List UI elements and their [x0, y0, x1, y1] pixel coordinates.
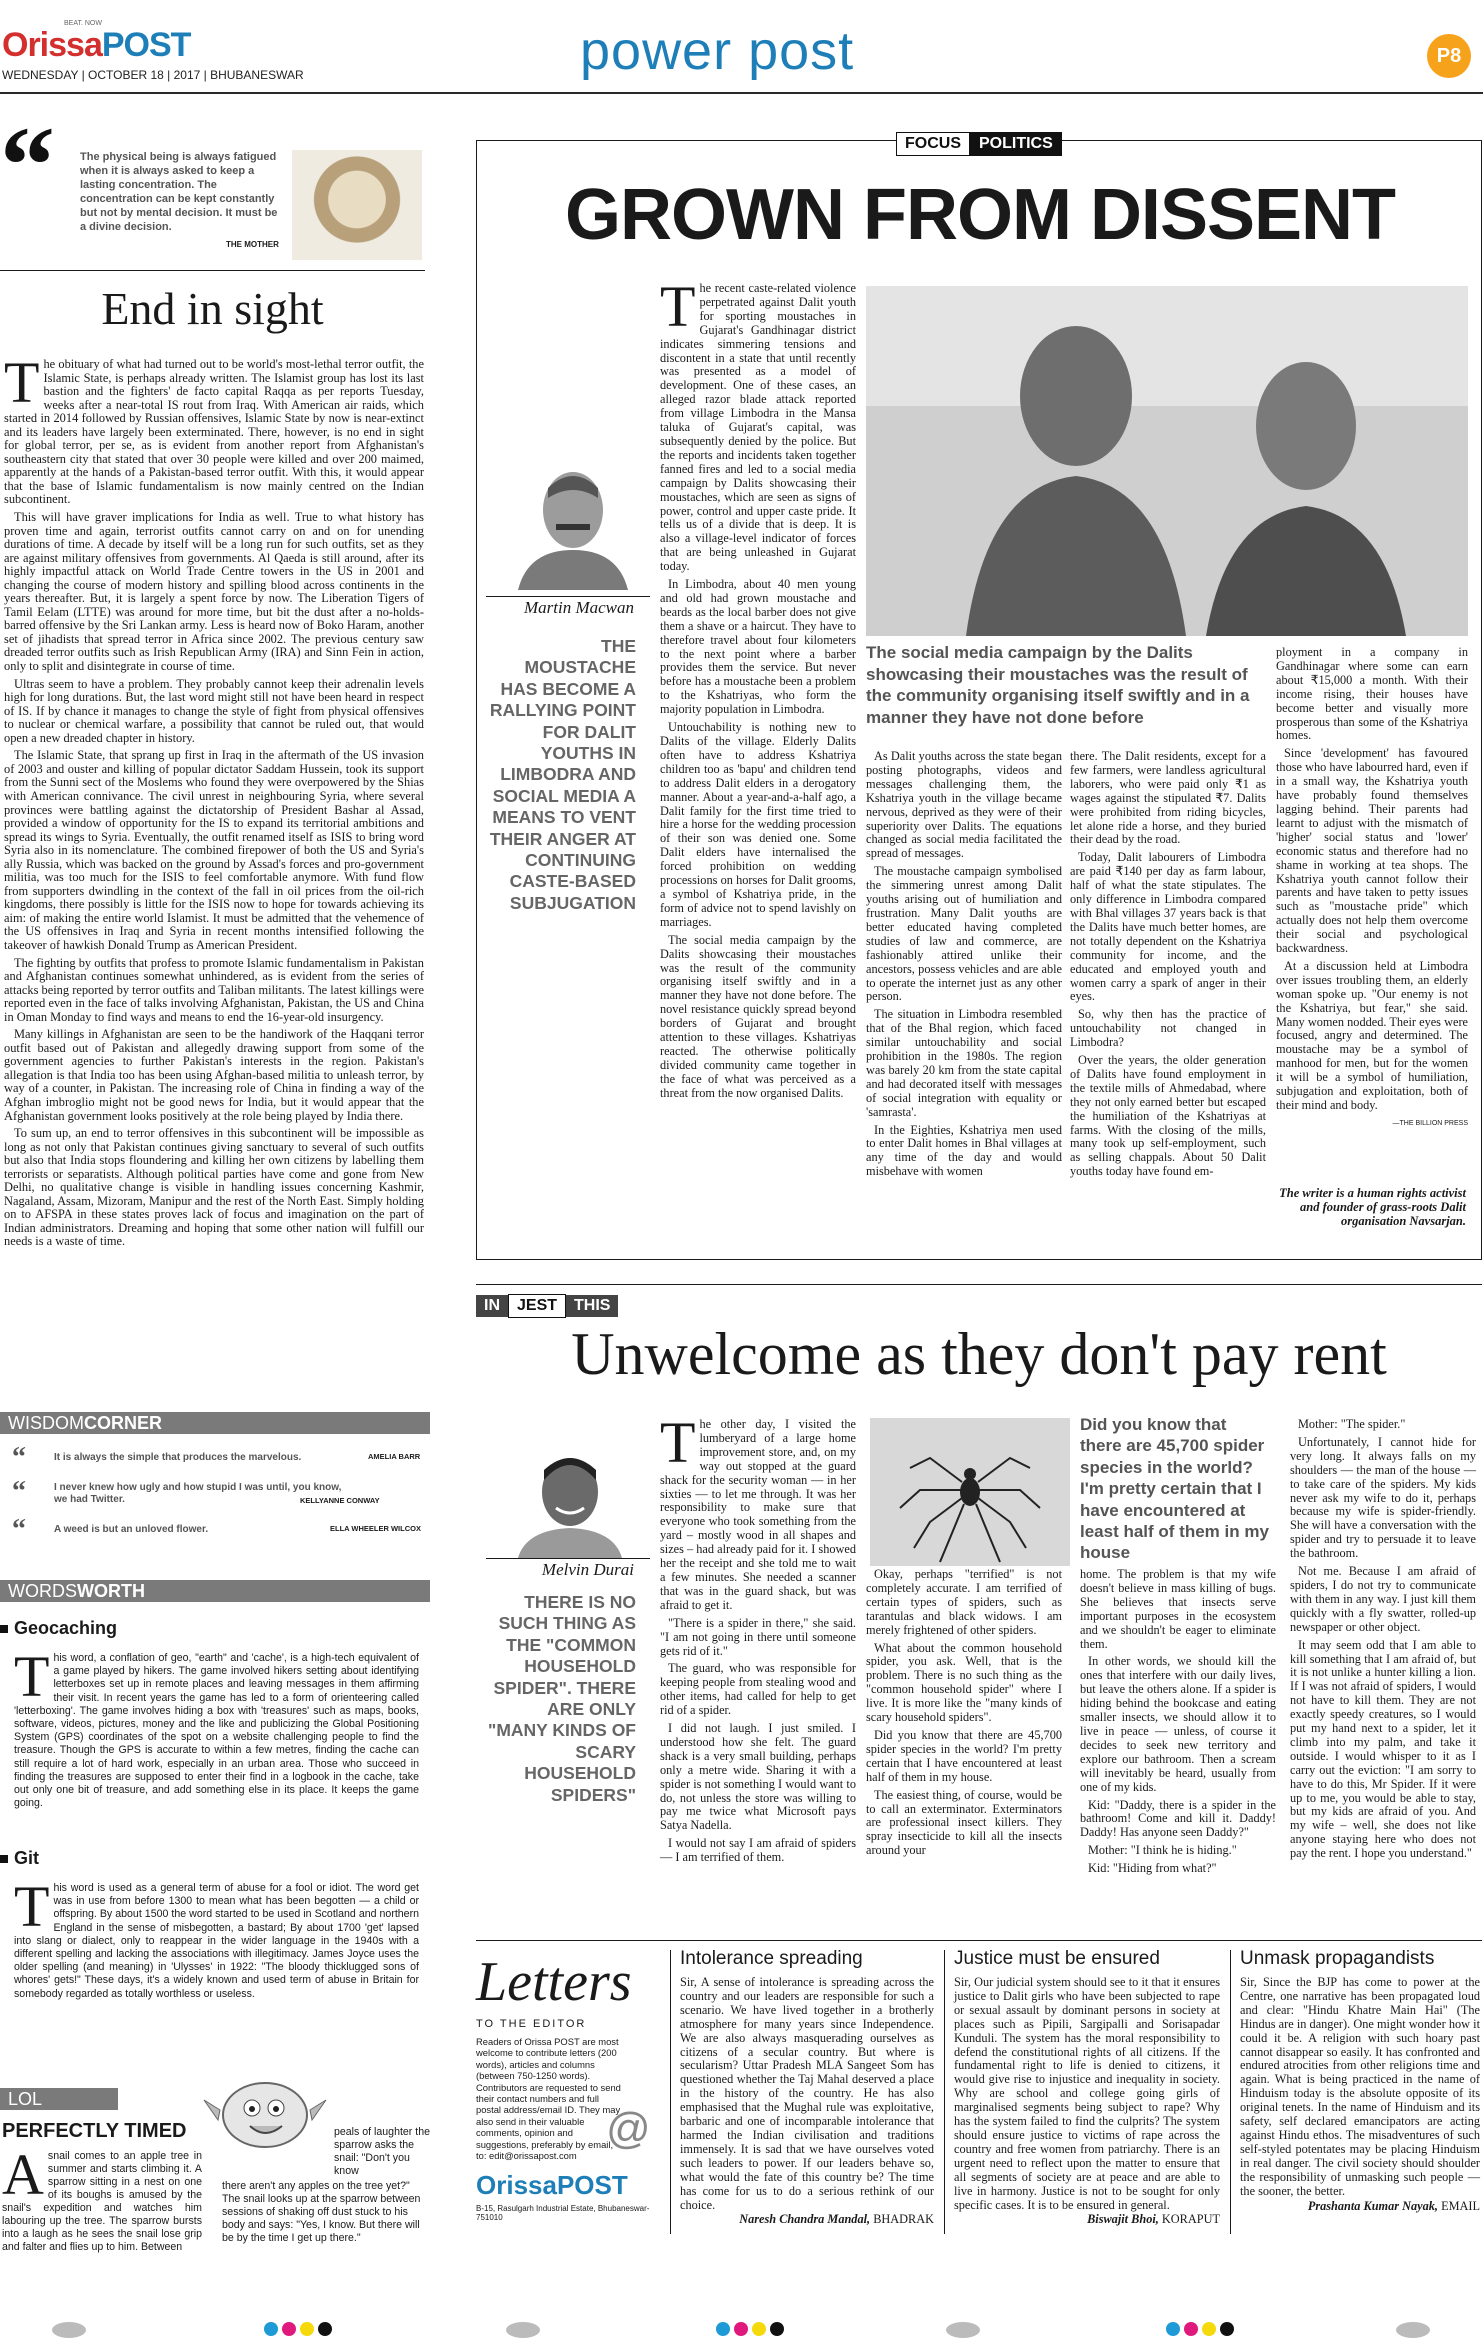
quote-mark-icon: “: [12, 1476, 26, 1507]
lol-right: there aren't any apples on the tree yet?" The snail looks up at the sparrow between sessions of shaking off dust stuck to his body and says: "Yes, I know. But there will be by the time I get up there.": [222, 2180, 421, 2244]
focus-pull-quote: THE MOUSTACHE HAS BECOME A RALLYING POINT FOR DALIT YOUTHS IN LIMBODRA AND SOCIAL MEDIA A MEANS TO VENT THEIR ANGER AT CONTINUING CASTE-BASED SUBJUGATION: [489, 636, 636, 913]
editorial-para: The obituary of what had turned out to be world's most-lethal terror outfit, the Islamic State, is perhaps already written. The Islamist group has lost its last bastion and the fighters' de facto capital Raqqa as per reports Tuesday, weeks after a near-total IS rout from Iraq. With American air raids, which started in 2014 followed by Russian offensives, Islamic State by now is near-extinct and its leaders have largely been exterminated. There, however, is no end in sight for global terror, per se, as is evident from another report from Afghanistan's southeastern city that stated that over 30 people were killed and over 200 maimed, apparently at the hands of a Pakistan-based terror outfit. With this, it would appear that the base of Islamic fundamentalism is now mainly centred on the Indian subcontinent.: [4, 350, 424, 507]
wisdom-head-b: CORNER: [84, 1413, 163, 1433]
letter: [680, 1948, 934, 2227]
jest-col-3: [1080, 1568, 1276, 1880]
jest-para: What about the common household spider, you ask. Well, that is the problem. There is no such thing as the "common household spider" where I live. It is more like the "many kinds of scary household spiders".: [866, 1640, 1062, 1725]
wordsworth-header: [0, 1580, 430, 1602]
jest-para: In other words, we should kill the ones that interfere with our daily lives, but leave the others alone. If a spider is hiding behind the bookcase and eating smaller insects, we should allow it to live in peace — unless, of course it decides to seek new territory and explore our bathroom. Then a scream will inevitably be heard, usually from one of my kids.: [1080, 1654, 1276, 1794]
focus-para: Over the years, the older generation of Dalits have found employment in the textile mills of Ahmedabad, where they not only earned better but escaped the humiliation of the Kshatriyas at farms. With the closing of the mills, many took up self-employment, such as selling chappals. About 50 Dalit youths today have found em-: [1070, 1053, 1266, 1179]
letter-body: Sir, Our judicial system should see to it that it ensures justice to Dalit girls who have been subjected to rape or sexual assault by dominant persons in society at places such as Pipili, Sargipalli and Sorisapadar Kunduli. The system has the moral responsibility to defend the constitutional rights of all citizens. If the fundamental right to life is denied to citizens, it would give rise to injustice and inequality in society. Why are school and college going girls of marginalised segments being subject to rape? Why has the system failed to find the culprits? The system should ensure justice to victims of rape across the country and free women from patriarchy. There is an urgent need to reflect upon the matter to ensure that all segments of society are at peace and are able to live in harmony. Justice is not to be sought for only specific cases. It is to be ensured in general.: [954, 1975, 1220, 2212]
wisdom-item: [0, 1476, 430, 1518]
jest-para: home. The problem is that my wife doesn't believe in mass killing of bugs. She believes that insects serve important purposes in the ecosystem and we shouldn't be eager to eliminate them.: [1080, 1567, 1276, 1651]
focus-col-3: [1070, 750, 1266, 1183]
snail-sparrow-icon: [200, 2070, 330, 2160]
quote-text: The physical being is always fatigued when it is always asked to keep a lasting concentration. The concentration can be kept constantly but not by mental decision. It must be a divine decision.: [80, 151, 278, 233]
wordsworth-head-b: WORTH: [77, 1581, 145, 1601]
print-marks: [0, 2316, 1483, 2344]
the-mother-portrait: [292, 150, 422, 260]
jest-tag-a: IN: [476, 1295, 508, 1317]
editorial-para: To sum up, an end to terror offensives in this subcontinent will be impossible as long as not only that Pakistan continues giving sanctuary to several of such outfits but also that India stops floundering and killing her own citizens by labelling them terrorists or separatists. Although political parties have come and gone from New Delhi, no qualitative change is visible in handling issues concerning Kashmir, Nagaland, Assam, Mizoram, Manipur and the rest of the North East. Simply holding on to AFSPA in these states proves lack of focus and imagination on the part of Indian administrators. Dreaming and hoping that some other nation will fulfill our needs is a waste of time.: [4, 1126, 424, 1249]
letters-title: Letters: [476, 1951, 632, 2013]
quote-author: THE MOTHER: [226, 240, 279, 249]
focus-tag-b: POLITICS: [970, 132, 1062, 156]
wisdom-text: I never knew how ugly and how stupid I was until, you know, we had Twitter.: [54, 1482, 342, 1505]
jest-tag-c: THIS: [566, 1295, 618, 1317]
jest-para: Unfortunately, I cannot hide for very long. It always falls on my shoulders — the man of the house — to take care of the spiders. My kids never ask my wife to do it, perhaps because my wife is spider-friendly. She will have a conversation with the spider and try to persuade it to leave the bathroom.: [1290, 1434, 1476, 1561]
jest-para: It may seem odd that I am able to kill something that I am afraid of, but it is not unlike a hunter killing a lion. If I was not afraid of spiders, I would not have to kill them. They are not exactly speedy creatures, so I would put my hand next to a spider, let it climb into my palm, and take it outside. I would whisper to it as I carry out the eviction: "I am sorry to have to do this, Mr Spider. If it were up to me, you would be able to stay, but my kids are afraid of you. And my wife – well, she does not like anyone staying here who does not pay the rent. I hope you understand.": [1290, 1637, 1476, 1861]
jest-para: Mother: "The spider.": [1298, 1417, 1406, 1431]
letter-place: BHADRAK: [873, 2212, 934, 2227]
letters-address: B-15, Rasulgarh Industrial Estate, Bhubaneswar-751010: [476, 2204, 650, 2222]
masthead-logo: [2, 26, 190, 65]
masthead: [0, 0, 1483, 90]
wordsworth-head-a: WORDS: [8, 1581, 77, 1601]
focus-para: Since 'development' has favoured those who have labourred hard, even if in a small way, the Kshatriya youth have probably found themselves lagging behind. Their parents had learnt to adjust with the mismatch of 'higher' social status and 'lower' economic status and therefore had no shame in working at tea shops. The Kshatriya youth cannot follow their parents and have taken to petty issues such as "moustache pride" which actually does not help them overcome their social and psychological backwardness.: [1276, 746, 1468, 956]
focus-tag: [896, 132, 1062, 156]
focus-para: The moustache campaign symbolised the simmering unrest among Dalit youths arising out of humiliation and frustration. Many Dalit youths are better educated having completed studies of law and commerce, are fashionably attired unlike their ancestors, possess vehicles and are able to operate the internet just as any other person.: [866, 864, 1062, 1004]
wisdom-header: [0, 1412, 430, 1434]
wisdom-text: It is always the simple that produces the marvelous.: [54, 1452, 302, 1463]
letter: [1240, 1948, 1480, 2214]
jest-highlight: Did you know that there are 45,700 spider species in the world? I'm pretty certain that I have encountered at least half of them in my house: [1080, 1415, 1269, 1563]
focus-para: The social media campaign by the Dalits showcasing their moustaches was the result of the community organising itself swiftly and in a manner they have not done before. The novel resistance quickly spread beyond borders of Gujarat and brought attention to these villages. Kshatriyas reacted. The otherwise politically divided community came together in the face of what was perceived as a threat from the now organised Dalits.: [660, 932, 856, 1100]
letter-sig: Naresh Chandra Mandal,: [739, 2212, 871, 2227]
jest-tag: [476, 1294, 618, 1318]
focus-para: As Dalit youths across the state began posting photographs, videos and messages challenging them, the Kshatriya youth in the village became nervous, deprived as they were of their superiority over Dalits. The equations changed as social media facilitated the spread of messages.: [866, 749, 1062, 861]
dateline: WEDNESDAY | OCTOBER 18 | 2017 | BHUBANESWAR: [2, 68, 304, 82]
letter: [954, 1948, 1220, 2227]
editorial-para: The fighting by outfits that profess to promote Islamic fundamentalism in Pakistan and Afghanistan continues somewhat unhindered, as is evident from the series of attacks being reported by terror outfits and Taliban militants. The latest killings were reported even in the face of talks involving Afghanistan, Pakistan, the US and China in Oman Monday to find ways and means to end the 16-year-old insurgency.: [4, 955, 424, 1024]
jest-para: "There is a spider in there," she said. "I am not going in there until someone gets rid of it.": [660, 1615, 856, 1658]
focus-para: At a discussion held at Limbodra over issues troubling them, an elderly woman spoke up. "Our enemy is not the Kshatriya, but fear," she said. Many women nodded. Their eyes were focused, angry and determined. The moustache may be a symbol of manhood for men, but for the women it will be a symbol of humiliation, subjugation and exploitation, both of their mind and body.: [1276, 958, 1468, 1112]
letter-body: Sir, A sense of intolerance is spreading across the country and our leaders are responsible for such a scenario. We have lived together in a brotherly atmosphere for many years since Independence. We are also always masquerading ourselves as citizens of a secular country. But where is secularism? Uttar Pradesh MLA Sangeet Som has questioned whether the Taj Mahal deserved a place in the history of the country. He has also emphasised that the Mughal rule was exploitative, barbaric and one of incomparable intolerance that harmed the Indian civilisation and traditions immensely. It is sad that we have ourselves voted such leaders to power. If our leaders behave so, what would the fate of this country be? The time has come for us to do a serious rethink of our choice.: [680, 1975, 934, 2212]
wisdom-list: [0, 1442, 430, 1548]
letter-title: Justice must be ensured: [954, 1948, 1160, 1969]
letter-place: EMAIL: [1441, 2198, 1480, 2213]
focus-col-1: [660, 274, 856, 1105]
wordsworth-def: This word, a conflation of geo, "earth" and 'cache', is a high-tech equivalent of a game played by hikers. The game involved hikers setting about identifying letterboxes set up in remote places and leaving messages in them affirming their visit. In recent years the game has led to a form of orienteering called 'letterboxing'. The game involves hiding a box with 'treasures' such as maps, books, software, videos, pictures, money and the like and publicizing the Global Positioning System (GPS) coordinates of the spot on a website challenging people to find the treasure. Though the GPS is accurate to within a few metres, finding the cache can still require a lot of hard work, especially in an urban area. Those who succeed in finding the treasures are supposed to enter their find in a logbook in the cache, take out only one bit of treasure, and add something else in its place. It keeps the game going.: [14, 1644, 419, 1810]
jest-para: I would not say I am afraid of spiders — I am terrified of them.: [660, 1836, 856, 1865]
jest-author-photo: [510, 1440, 630, 1558]
term-label: Geocaching: [14, 1618, 118, 1638]
quote-top: [0, 104, 430, 268]
wisdom-author: ELLA WHEELER WILCOX: [330, 1524, 421, 1533]
editorial-para: Many killings in Afghanistan are seen to be the handiwork of the Haqqani terror outfit based out of Pakistan and allegedly drawing support from some of the government agencies to further Pakistan's interests in the region. Pakistan's allegation is that India too has been using Afghan-based militia to unleash terror, by way of a counter, in Pakistan. The increasing role of China in finding a way of the Afghan imbroglio might not be good news for India, but it would appear that the Afghanistan government looks positively at the role being played by India there.: [4, 1027, 424, 1123]
jest-para: The other day, I visited the lumberyard of a large home improvement store, and, on my way out stopped at the guard shack for the security woman — in her sixties — to let me through. It was her responsibility to make sure that everyone who took something from the yard – mostly wood in all shapes and sizes – had already paid for it. I showed her the receipt and she told me to wait a few minutes. She needed a scanner that was in the guard shack, but was afraid to get it.: [660, 1410, 856, 1612]
editorial-para: The Islamic State, that sprang up first in Iraq in the aftermath of the US invasion of 2003 and ouster and killing of popular dictator Saddam Hussein, took its support from the Sunni sect of the Moslems who found they were overpowered by the Shias with American connivance. The civil unrest in neighbouring Syria, where several provinces were battling against the dictatorship of President Bashar al Assad, provided a window of opportunity for the IS to expand its territorial ambitions and spread its wings to Syria. Eventually, the outfit renamed itself as ISIS to bring word Syria also in its nomenclature. The combined firepower of both the US and Syria's ally Russia, which was backed on the ground by Assad's forces and pro-government militia, was too much for the ISIS to feel comfortable anymore. With fund flow from supporters dwindling in the context of the fall in oil prices from the oil-rich kingdoms, there possibly is little for the ISIS now to hope for towards achieving its aim: of making the entire world Islamist. It must be admitted that the vehemence of the US offensives in Iraq and Syria in recent months intensified following the takeover of hawkish Donald Trump as American President.: [4, 748, 424, 952]
editorial-para: Ultras seem to have a problem. They probably cannot keep their adrenalin levels high for long durations. But, the last word might still not have been heard in respect of IS. If by chance it manages to change the style of fight from physical offensives to nuclear or chemical warfare, a possibility that cannot be ruled out, that would open a new dreaded chapter in history.: [4, 676, 424, 745]
focus-para: there. The Dalit residents, except for a few farmers, were landless agricultural laborers, who were paid only ₹1 as wages against the stipulated ₹7. Dalits were prohibited from riding bicycles, let alone ride a horse, and they buried their dead by the road.: [1070, 749, 1266, 847]
focus-bio: The writer is a human rights activist and founder of grass-roots Dalit organisation Navsarjan.: [1279, 1186, 1466, 1228]
focus-para: Untouchability is nothing new to Dalits of the village. Elderly Dalits often have to address Kshatriya children too as 'bapu' and children tend to address Dalit elders in a derogatory manner. About a year-and-a-half ago, a Dalit family for the first time tried to hire a horse for the wedding procession of their son was denied one. Some Dalit elders have internalised the forced prohibition on wedding processions on horses for Dalit grooms, a symbol of Kshatriya pride, in the form of advice not to spend lavishly on marriages.: [660, 720, 856, 929]
jest-para: Did you know that there are 45,700 spider species in the world? I'm pretty certain that I have encountered at least half of them in my house.: [866, 1727, 1062, 1784]
letter-sig: Biswajit Bhoi,: [1087, 2212, 1159, 2227]
quote-mark-icon: “: [12, 1514, 26, 1545]
lol-right-top: peals of laughter the sparrow asks the snail: "Don't you know: [334, 2126, 431, 2177]
wordsworth-term: [0, 1848, 39, 1869]
at-sign-icon: @: [606, 2104, 651, 2153]
letter-body: Sir, Since the BJP has come to power at the Centre, one narrative has been propagated loud and clear: "Hindu Khatre Main Hai" (The Hindus are in danger). One might wonder how it could it be. A religion with such hoary past cannot disappear so easily. It has confronted and endured atrocities from other religions time and again. What is being practiced in the name of Hinduism today is the absolute opposite of its original tenets. In the name of Hinduism and its safety, self declared emancipators are acting against Hindu ethos. The misadventures of such self-styled potentates may be placing Hinduism in real danger. The civil society should shoulder the responsibility of unmasking such people — the sooner, the better.: [1240, 1975, 1480, 2198]
quote-mark-icon: “: [0, 104, 55, 226]
letters-logo: OrissaPOST: [476, 2170, 628, 2200]
wisdom-text: A weed is but an unloved flower.: [54, 1524, 209, 1535]
jest-col-1: [660, 1410, 856, 1869]
jest-col-4: [1290, 1418, 1476, 1865]
wordsworth-term: [0, 1618, 117, 1639]
focus-headline: GROWN FROM DISSENT: [565, 175, 1395, 255]
logo-post: POST: [101, 26, 191, 64]
wisdom-item: [0, 1514, 430, 1548]
jest-para: The guard, who was responsible for keeping people from stealing wood and other items, had called for help to get rid of a spider.: [660, 1661, 856, 1718]
jest-tag-b: JEST: [508, 1294, 566, 1318]
page-badge: P8: [1427, 34, 1471, 78]
section-title: power post: [580, 21, 855, 81]
editorial-body: [4, 350, 424, 1253]
lol-title: PERFECTLY TIMED: [2, 2120, 187, 2142]
focus-credit: —THE BILLION PRESS: [1392, 1119, 1468, 1127]
jest-para: I did not laugh. I just smiled. I understood how she felt. The guard shack is a very small building, perhaps only a metre wide. Sharing it with a spider is not something I would want to do, not unless the store was willing to pay me twice what Microsoft pays Satya Nadella.: [660, 1721, 856, 1833]
spider-icon: [870, 1418, 1070, 1566]
focus-col-4: [1276, 646, 1468, 1131]
focus-para: Today, Dalit labourers of Limbodra are paid ₹140 per day as farm labour, half of what the state stipulates. The only difference in Limbodra compared with Bhal villages 37 years back is that the Dalits have much better homes, are not totally dependent on the Kshatriya community for income, and the educated and employed youth and women carry a spark of anger in their eyes.: [1070, 850, 1266, 1004]
wisdom-author: AMELIA BARR: [368, 1452, 421, 1461]
focus-tag-a: FOCUS: [896, 132, 970, 156]
focus-para: The recent caste-related violence perpetrated against Dalit youth for sporting moustaches in Gujarat's Gandhinagar district indicates simmering tensions and discontent in a state that until recently was presented as a model of development. One of these cases, an alleged razor blade attack reported from village Limbodra in the Mansa taluka of Gujarat's capital, was subsequently denied by the police. But the reports and incidents taken together fanned fires and led to a social media campaign by Dalits showcasing their moustaches, which are seen as signs of power, control and upper caste pride. It tells us of a divide that is deep. It is also a village-level indicator of forces that are being unleashed in Gujarat today.: [660, 274, 856, 574]
letter-signature: [680, 2212, 934, 2227]
jest-para: Mother: "I think he is hiding.": [1088, 1843, 1237, 1858]
wordsworth-def: This word is used as a general term of abuse for a fool or idiot. The word get was in use from before 1300 to mean what has been begotten — a child or offspring. By about 1500 the word started to be used in Scotland and northern England in the sense of misbegotten, a bastard; By about 1700 'get' lapsed into slang or dialect, only to reappear in the wider language in the 1940s with a different spelling and lacking the associations with illegitimacy. James Joyce uses the older spelling (and meaning) in 'Ulysses' in 1922: "The bloody thicklugged sons of whores' gets!" These days, it's a widely known and used term of abuse in Britain for somebody regarded as totally worthless or useless.: [14, 1874, 419, 2000]
focus-para: ployment in a company in Gandhinagar where some can earn about ₹15,000 a month. With their income rising, their houses have become better and visually more prosperous than some of the Kshatriya homes.: [1276, 645, 1468, 743]
focus-author-name: Martin Macwan: [523, 598, 634, 617]
wisdom-item: [0, 1442, 430, 1480]
letter-place: KORAPUT: [1161, 2212, 1220, 2227]
wisdom-head-a: WISDOM: [8, 1413, 84, 1433]
letters-info: Readers of Orissa POST are most welcome to contribute letters (200 words), articles and columns (between 750-1250 words). Contributors are requested to send their contact numbers and full postal address/email ID. They may also send in their valuable comments, opinion and suggestions, preferably by email, to: edit@orissapost.com: [476, 2036, 621, 2162]
editorial-title: End in sight: [101, 283, 324, 334]
jest-para: The easiest thing, of course, would be to call an exterminator. Exterminators are professional insect killers. They spray insecticide to kill all the insects around your: [866, 1787, 1062, 1858]
logo-tag: BEAT. NOW: [64, 20, 102, 27]
letter-title: Unmask propagandists: [1240, 1948, 1435, 1969]
lol-left: Asnail comes to an apple tree in summer and starts climbing it. A sparrow sitting in a nest on one of its boughs is amused by the snail's expedition and watches him labouring up the tree. The sparrow bursts into a laugh as he sees the snail lose grip and falter and flies up to him. Between: [2, 2142, 202, 2253]
focus-para: The situation in Limbodra resembled that of the Bhal region, which faced similar untouchability and social prohibition in the 1980s. The region was barely 20 km from the state capital and had decorated itself with messages of social integration with equality or 'samrasta'.: [866, 1007, 1062, 1119]
letter-sig: Prashanta Kumar Nayak,: [1307, 2198, 1438, 2213]
focus-para: So, why then has the practice of untouchability not changed in Limbodra?: [1070, 1007, 1266, 1050]
quote-mark-icon: “: [12, 1442, 26, 1473]
jest-col-2: [866, 1568, 1062, 1862]
focus-para: In Limbodra, about 40 men young and old had grown moustache and beards as the local barber does not give them a shave or a haircut. They have to therefore travel about four kilometers to the next point where a barber provides them the service. But never before has a moustache been a problem to the Kshatriyas, who form the majority population in Limbodra.: [660, 577, 856, 717]
term-label: Git: [14, 1848, 39, 1868]
logo-orissa: Orissa: [2, 26, 102, 64]
focus-col-2: [866, 750, 1062, 1183]
focus-photo: [866, 286, 1468, 636]
wisdom-author: KELLYANNE CONWAY: [300, 1496, 380, 1505]
jest-para: Okay, perhaps "terrified" is not completely accurate. I am terrified of certain types of spiders, such as tarantulas and black widows. I am merely frightened of other spiders.: [866, 1567, 1062, 1637]
editorial-para: This will have graver implications for India as well. True to what history has proven time and again, terrorist outfits cannot carry on and on for unending durations of time. A decade by itself will be a long run for such outfits, set as they are against military offensives from governments. Al Qaeda is still around, after its highly impactful attack on World Trade Centre towers in the US in 2001 and changing the course of modern history and spilling blood across continents in the years thereafter. But, it is largely a spent force by now. The Liberation Tigers of Tamil Eelam (LTTE) was around for more time, but bit the dust after a no-holds-barred offensive by the Sri Lankan army. Less is heard now of Boko Haram, another set of jihadists that spread terror in Africa since 2002. The previous century saw dreaded terror outfits such as Irish Republican Army (IRA) and Sinn Fein in action, only to split and disintegrate in course of time.: [4, 510, 424, 674]
focus-caption: The social media campaign by the Dalits showcasing their moustaches was the result of the community organising itself swiftly and in a manner they have not done before: [866, 643, 1250, 727]
jest-headline: Unwelcome as they don't pay rent: [571, 1321, 1387, 1387]
letters-sub: TO THE EDITOR: [476, 2018, 587, 2030]
jest-author-name: Melvin Durai: [541, 1560, 634, 1579]
jest-para: Kid: "Daddy, there is a spider in the bathroom! Come and kill it. Daddy! Daddy! Has anyone seen Daddy?": [1080, 1797, 1276, 1840]
jest-para: Kid: "Hiding from what?": [1088, 1861, 1217, 1876]
jest-para: Not me. Because I am afraid of spiders, I do not try to communicate with them in any way. I just kill them quickly with a fly swatter, rolled-up newspaper or other object.: [1290, 1564, 1476, 1634]
focus-author-photo: [508, 450, 638, 590]
jest-pull-quote: THERE IS NO SUCH THING AS THE "COMMON HOUSEHOLD SPIDER". THERE ARE ONLY "MANY KINDS OF SCARY HOUSEHOLD SPIDERS": [488, 1592, 636, 1805]
letter-title: Intolerance spreading: [680, 1948, 863, 1969]
letter-signature: [954, 2212, 1220, 2227]
focus-para: In the Eighties, Kshatriya men used to enter Dalit homes in Bhal villages at any time of the day and would misbehave with women: [866, 1122, 1062, 1179]
lol-tag: LOL: [0, 2088, 118, 2110]
letter-signature: [1240, 2199, 1480, 2214]
